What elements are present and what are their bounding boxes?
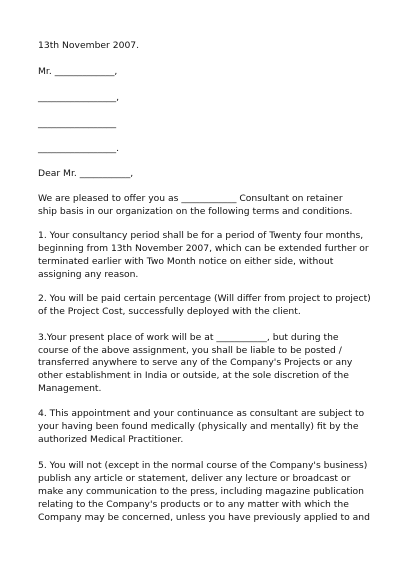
paragraph-line: transferred anywhere to serve any of the Company's Projects or any [38, 357, 353, 368]
paragraph-line: relating to the Company's products or to any matter with which the [38, 499, 349, 510]
paragraph-line: ship basis in our organization on the following terms and conditions. [38, 206, 353, 217]
address-line-name: Mr. _____________, [38, 66, 118, 77]
paragraph-line: course of the above assignment, you shall be liable to be posted / [38, 345, 342, 356]
address-line: _________________, [38, 92, 120, 103]
paragraph-line: 3.Your present place of work will be at ___________, but during the [38, 332, 339, 343]
paragraph-line: 1. Your consultancy period shall be for a period of Twenty four months, [38, 230, 364, 241]
paragraph-line: 5. You will not (except in the normal course of the Company's business) [38, 460, 368, 471]
salutation: Dear Mr. ___________, [38, 168, 134, 179]
address-line: _________________. [38, 143, 120, 154]
paragraph-line: assigning any reason. [38, 269, 139, 280]
paragraph-line: make any communication to the press, including magazine publication [38, 486, 364, 497]
paragraph-line: 4. This appointment and your continuance as consultant are subject to [38, 408, 365, 419]
paragraph-line: 2. You will be paid certain percentage (Will differ from project to project) [38, 293, 371, 304]
paragraph-line: Management. [38, 383, 102, 394]
paragraph-line: We are pleased to offer you as ____________ Consultant on retainer [38, 193, 343, 204]
paragraph-line: authorized Medical Practitioner. [38, 434, 184, 445]
paragraph-line: your having been found medically (physically and mentally) fit by the [38, 421, 359, 432]
paragraph-line: other establishment in India or outside, at the sole discretion of the [38, 370, 349, 381]
letter-date: 13th November 2007. [38, 40, 140, 51]
address-line: _________________ [38, 118, 117, 129]
paragraph-line: beginning from 13th November 2007, which can be extended further or [38, 243, 369, 254]
paragraph-line: Company may be concerned, unless you have previously applied to and [38, 512, 370, 523]
paragraph-line: terminated earlier with Two Month notice on either side, without [38, 256, 334, 267]
paragraph-line: publish any article or statement, deliver any lecture or broadcast or [38, 473, 351, 484]
paragraph-line: of the Project Cost, successfully deployed with the client. [38, 306, 301, 317]
